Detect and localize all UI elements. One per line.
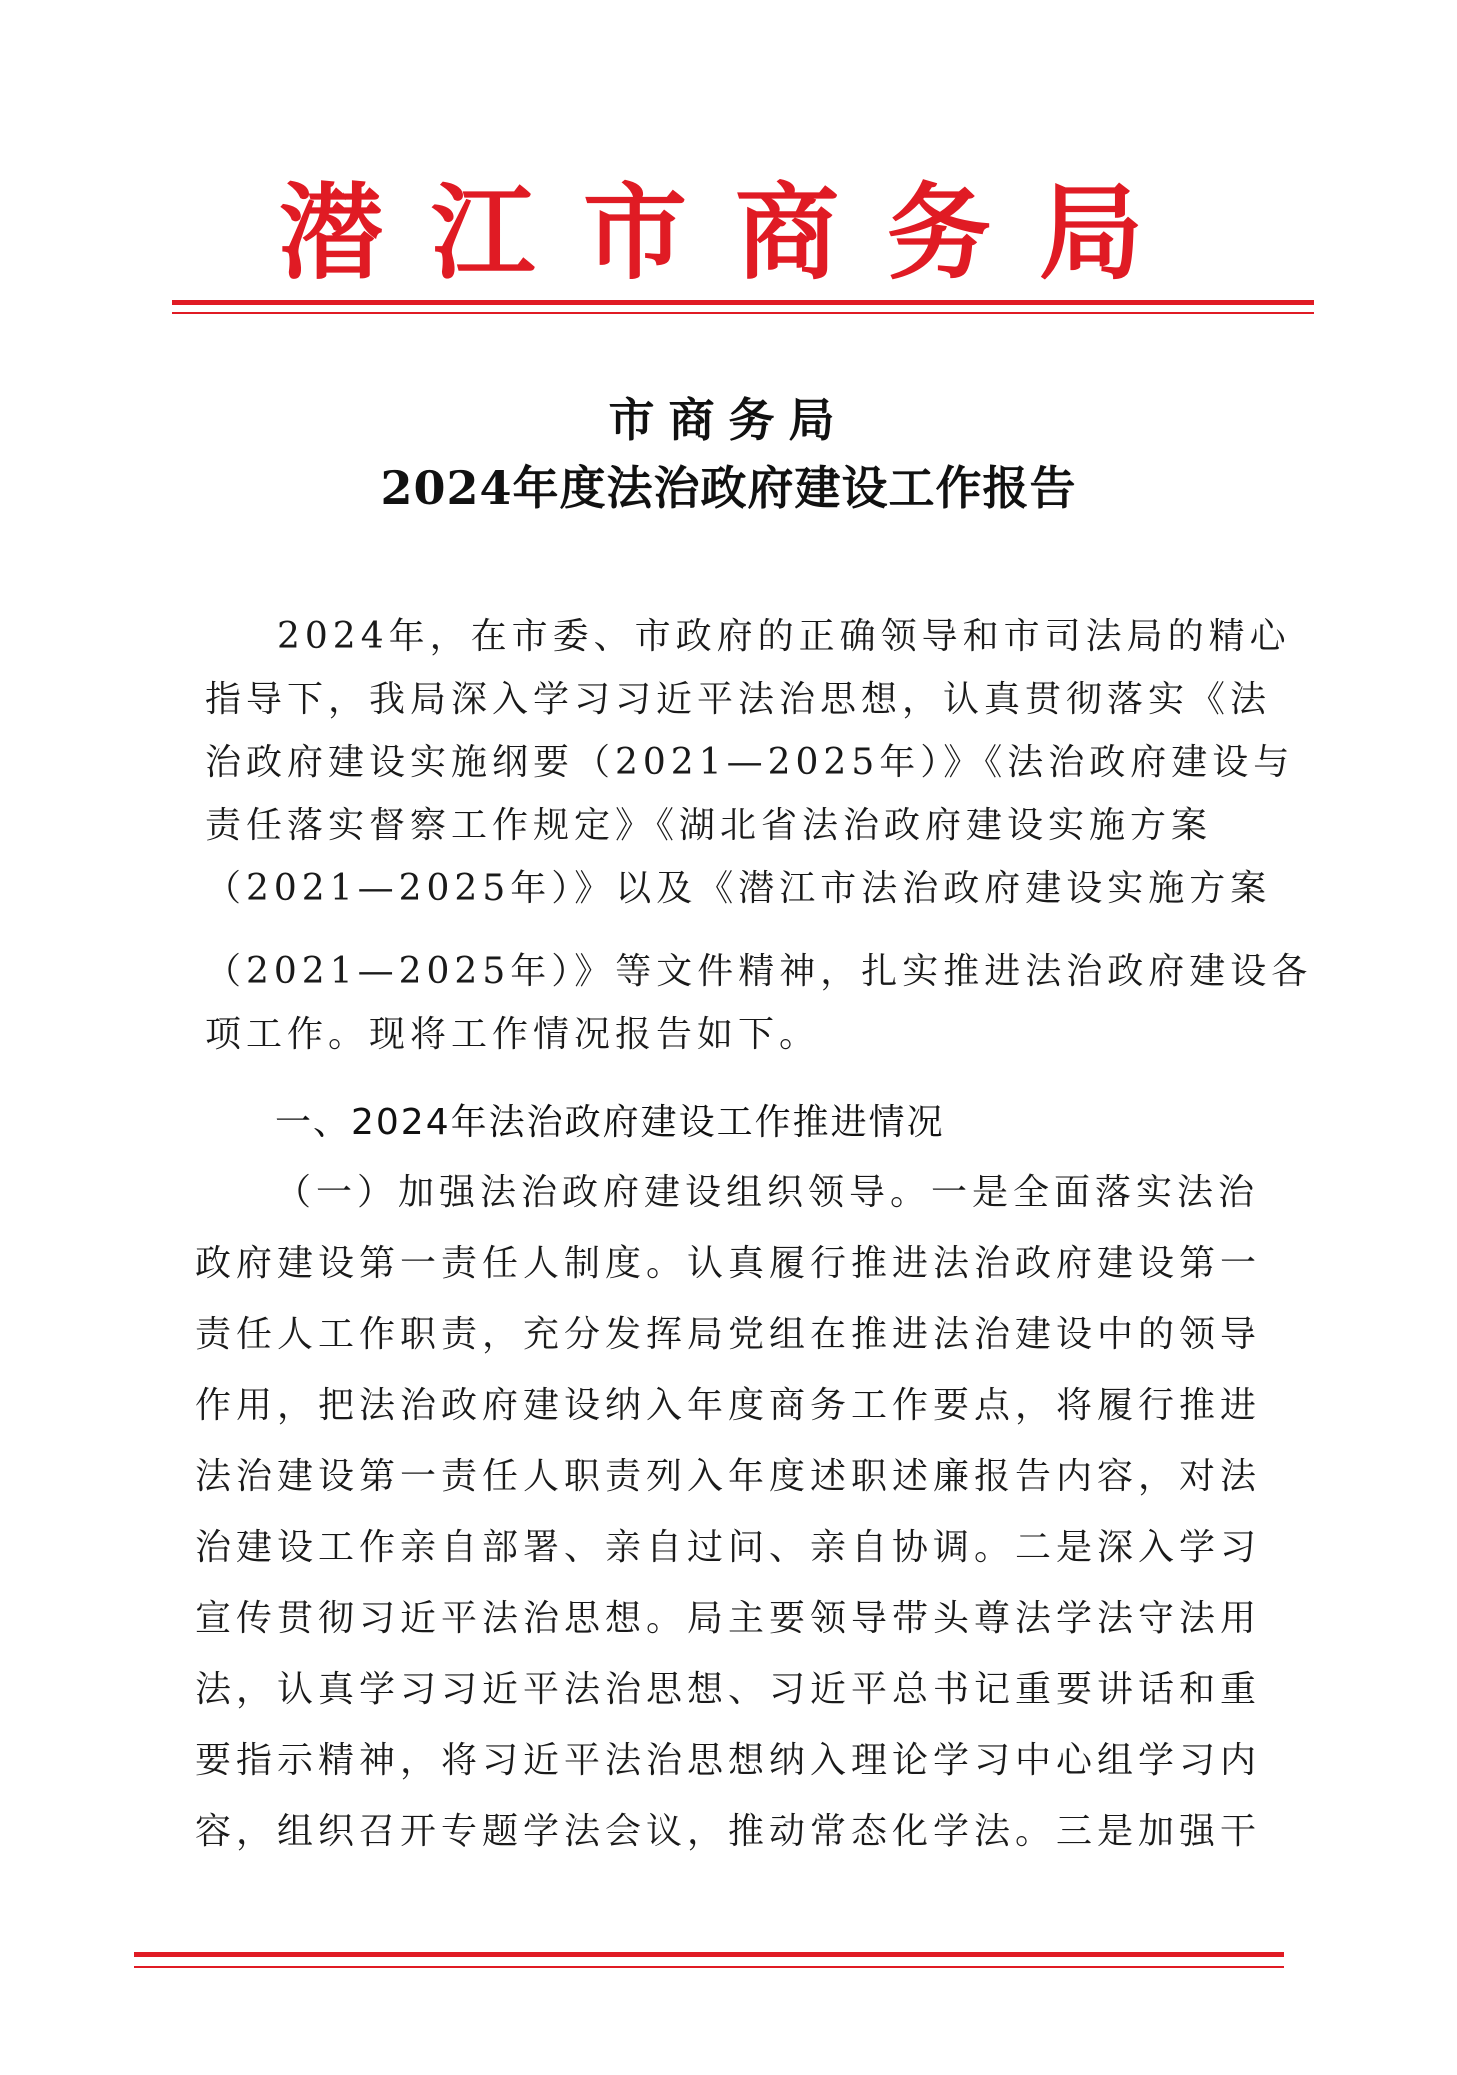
intro-line: 2024年，在市委、市政府的正确领导和市司法局的精心 xyxy=(277,616,1291,657)
document-title-line-1: 市商务局 xyxy=(608,393,849,447)
body-line: 责任人工作职责，充分发挥局党组在推进法治建设中的领导 xyxy=(195,1314,1262,1355)
section-heading: 一、2024年法治政府建设工作推进情况 xyxy=(275,1102,945,1143)
body-line: 法，认真学习习近平法治思想、习近平总书记重要讲话和重 xyxy=(195,1669,1262,1710)
body-line: 要指示精神，将习近平法治思想纳入理论学习中心组学习内 xyxy=(195,1740,1262,1781)
letterhead-red-rule-thin xyxy=(172,312,1314,314)
intro-line: 指导下，我局深入学习习近平法治思想，认真贯彻落实《法 xyxy=(205,679,1272,720)
intro-line: 责任落实督察工作规定》《湖北省法治政府建设实施方案 xyxy=(205,805,1213,846)
footer-red-rule-thick xyxy=(134,1952,1284,1957)
body-line: 政府建设第一责任人制度。认真履行推进法治政府建设第一 xyxy=(195,1243,1262,1284)
body-line: （一）加强法治政府建设组织领导。一是全面落实法治 xyxy=(275,1172,1260,1213)
body-line: 容，组织召开专题学法会议，推动常态化学法。三是加强干 xyxy=(195,1811,1262,1852)
body-line: 宣传贯彻习近平法治思想。局主要领导带头尊法学法守法用 xyxy=(195,1598,1262,1639)
footer-red-rule-thin xyxy=(134,1966,1284,1968)
body-line: 法治建设第一责任人职责列入年度述职述廉报告内容，对法 xyxy=(195,1456,1262,1497)
body-line: 作用，把法治政府建设纳入年度商务工作要点，将履行推进 xyxy=(195,1385,1262,1426)
letterhead-red-rule-thick xyxy=(172,300,1314,305)
letterhead-org-name: 潜江市商务局 xyxy=(278,171,1191,294)
document-title-line-2: 2024年度法治政府建设工作报告 xyxy=(380,461,1077,515)
intro-line: （2021—2025年）》以及《潜江市法治政府建设实施方案 xyxy=(205,868,1272,909)
body-line: 治建设工作亲自部署、亲自过问、亲自协调。二是深入学习 xyxy=(195,1527,1262,1568)
intro-line: 项工作。现将工作情况报告如下。 xyxy=(205,1014,821,1055)
intro-line: 治政府建设实施纲要（2021—2025年）》《法治政府建设与 xyxy=(205,742,1295,783)
intro-line: （2021—2025年）》等文件精神，扎实推进法治政府建设各 xyxy=(205,951,1313,992)
